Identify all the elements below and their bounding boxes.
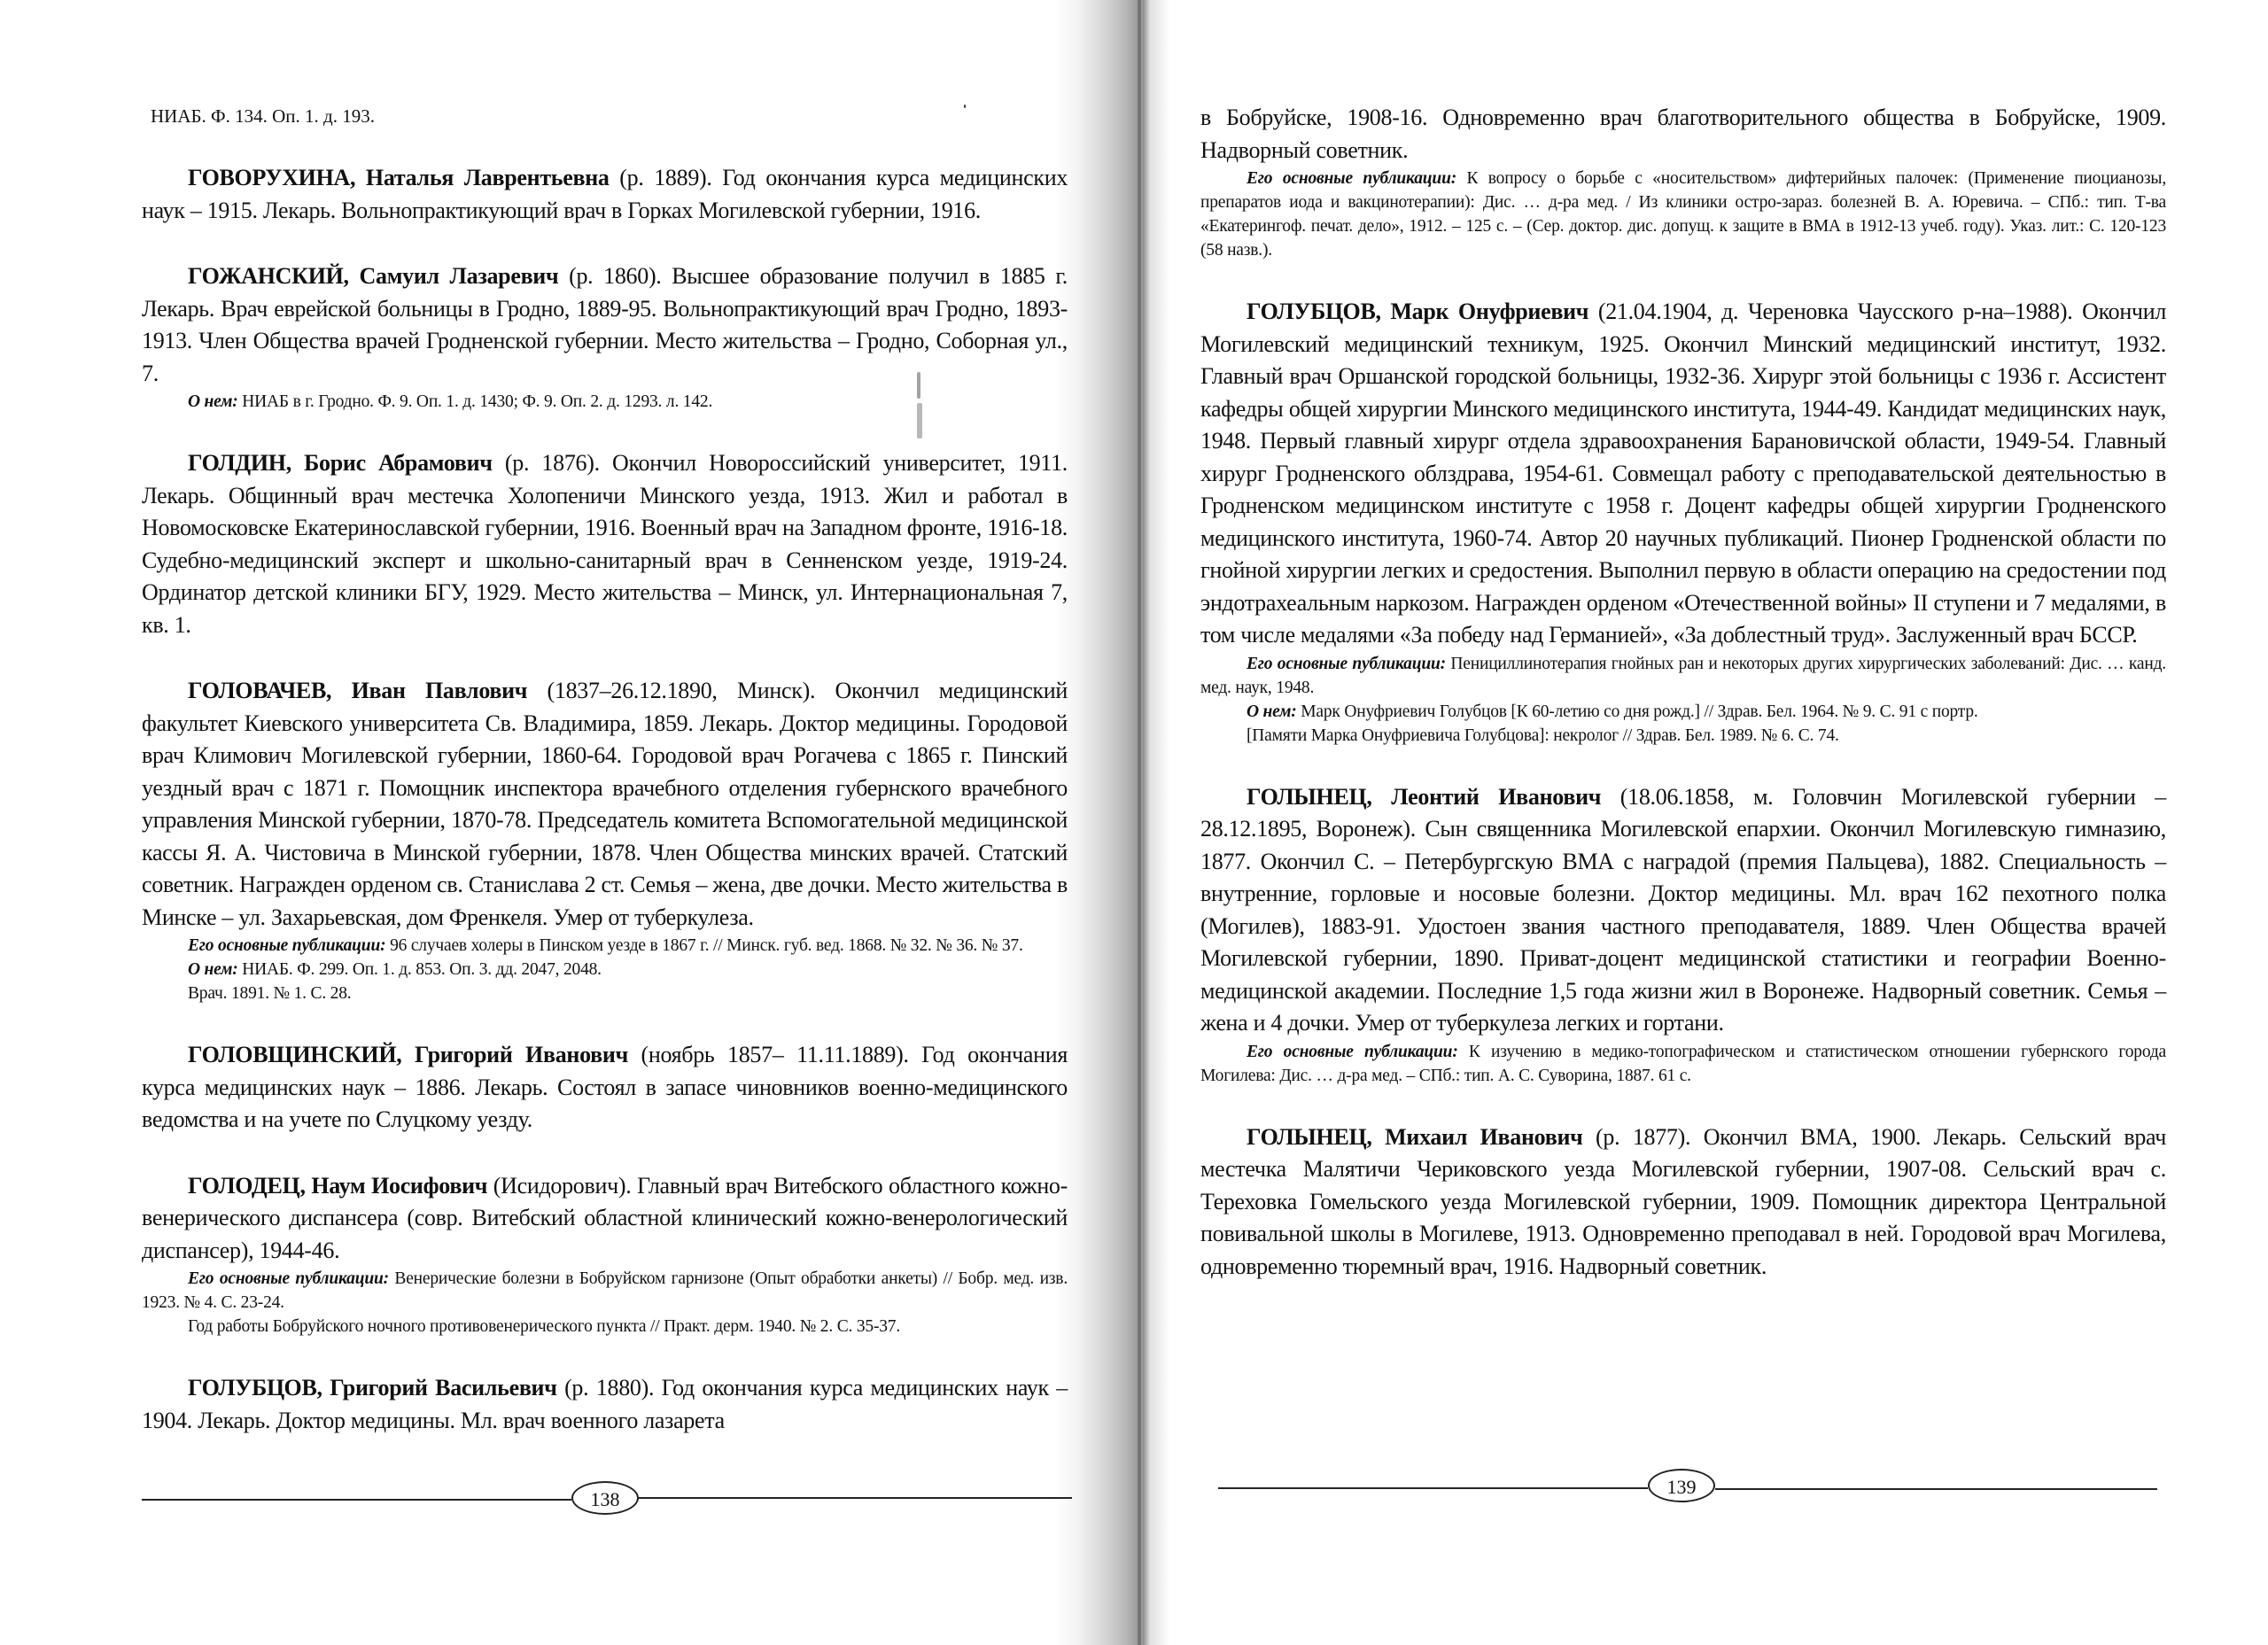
- entry-text: (р. 1880). Год окончания курса медицинских наук – 1904. Лекарь. Доктор медицины. Мл. врач военного лазарета: [142, 1375, 1068, 1433]
- entry-golynets-mikhail: [1200, 1121, 2166, 1284]
- continuation-source: НИАБ. Ф. 134. Оп. 1. д. 193.: [151, 105, 375, 127]
- footer-rule: [1218, 1487, 1648, 1489]
- footer-rule: [142, 1499, 571, 1501]
- entry-text: (18.06.1858, м. Головчин Могилевской губернии – 28.12.1895, Воронеж). Сын священника Могилевской епархии. Окончил Могилевскую гимназию, 1877. Окончил С. – Петербургскую ВМА с наградой (премия Пальцева), 1882. Специальность – внутренние, горловые и носовые болезни. Доктор медицины. Мл. врач 162 пехотного полка (Могилев), 1883-91. Удостоен звания частного преподавателя, 1889. Член Общества врачей Могилевской губернии, 1890. Приват-доцент медицинской статистики и географии Военно-медицинской академии. Последние 1,5 года жизни жил в Воронеже. Надворный советник. Семья – жена и 4 дочки. Умер от туберкулеза легких и гортани.: [1200, 783, 2166, 1036]
- page-number: 138: [571, 1481, 639, 1515]
- right-page-text-column: [1200, 102, 2166, 1283]
- entry-golovshchinsky: [142, 1039, 1068, 1137]
- entry-golubtsov-grigory: [142, 1372, 1068, 1437]
- entry-given-name: Григорий Иванович: [414, 1042, 628, 1067]
- entry-given-name: Михаил Иванович: [1385, 1123, 1583, 1150]
- entry-surname: ГОЖАНСКИЙ,: [188, 263, 349, 289]
- about-text: Марк Онуфриевич Голубцов [К 60-летию со дня рожд.] // Здрав. Бел. 1964. № 9. С. 91 с портр.: [1296, 702, 1978, 721]
- entry-text: (Исидорович). Главный врач Витебского областного кожно-венерического диспансера (совр. Витебский областной клинический кожно-венерологический диспансер), 1944-46.: [142, 1172, 1068, 1263]
- publications-label: Его основные публикации:: [188, 936, 386, 955]
- entry-surname: ГОЛОВАЧЕВ,: [188, 678, 332, 703]
- entry-surname: ГОВОРУХИНА,: [188, 165, 356, 190]
- left-page-footer: [142, 1481, 1072, 1517]
- entry-given-name: Наталья Лаврентьевна: [365, 165, 610, 190]
- extra-source: Врач. 1891. № 1. С. 28.: [188, 984, 352, 1003]
- entry-text: (р. 1877). Окончил ВМА, 1900. Лекарь. Сельский врач местечка Малятичи Чериковского уезда Могилевской губернии, 1907-08. Сельский врач с. Тереховка Гомельского уезда Могилевской губернии, 1909. Помощник директора Центральной повивальной школы в Могилеве, 1913. Одновременно преподавал в ней. Городовой врач Могилева, одновременно тюремный врач, 1916. Надворный советник.: [1200, 1123, 2167, 1279]
- entry-golodets: [142, 1170, 1068, 1339]
- entry-text: (р. 1860). Высшее образование получил в 1885 г. Лекарь. Врач еврейской больницы в Гродно, 1889-95. Вольнопрактикующий врач Гродно, 1893-1913. Член Общества врачей Гродненской губернии. Место жительства – Гродно, Соборная ул., 7.: [142, 263, 1068, 386]
- publications-text-2: Год работы Бобруйского ночного противовенерического пункта // Практ. дерм. 1940. № 2. С. 35-37.: [188, 1317, 901, 1336]
- about-label: О нем:: [1247, 702, 1297, 721]
- entry-text: (р. 1876). Окончил Новороссийский университет, 1911. Лекарь. Общинный врач местечка Холопеничи Минского уезда, 1913. Жил и работал в Новомосковске Екатеринославской губернии, 1916. Военный врач на Западном фронте, 1916-18. Судебно-медицинский эксперт и школьно-санитарный врач в Сенненском уезде, 1919-24. Ординатор детской клиники БГУ, 1929. Место жительства – Минск, ул. Интернациональная 7, кв. 1.: [142, 450, 1068, 638]
- entry-golovachev: [142, 675, 1068, 1005]
- about-label: О нем:: [188, 392, 238, 411]
- entry-text: (21.04.1904, д. Череновка Чаусского р-на–1988). Окончил Могилевский медицинский техникум, 1925. Окончил Минский медицинский институт, 1932. Главный врач Оршанской городской больницы, 1932-36. Хирург этой больницы с 1936 г. Ассистент кафедры общей хирургии Минского медицинского института, 1944-49. Кандидат медицинских наук, 1948. Первый главный хирург отдела здравоохранения Барановичской области, 1949-54. Главный хирург Гродненского облздрава, 1954-61. Совмещал работу с преподавательской деятельностью в Гродненском медицинском институте с 1958 г. Доцент кафедры общей хирургии Гродненского медицинского института, 1960-74. Автор 20 научных публикаций. Пионер Гродненской области по гнойной хирургии легких и средостения. Выполнил первую в области операцию на средостении под эндотрахеальным наркозом. Награжден орденом «Отечественной войны» II ступени и 7 медалями, в том числе медалями «За победу над Германией», «За доблестный труд». Заслуженный врач БССР.: [1200, 299, 2166, 648]
- entry-text: (1837–26.12.1890, Минск). Окончил медицинский факультет Киевского университета Св. Владимира, 1859. Лекарь. Доктор медицины. Городовой врач Климович Могилевской губернии, 1860-64. Городовой врач Рогачева с 1865 г. Пинский уездный врач с 1871 г. Помощник инспектора врачебного отделения губернского врачебного управления Минской губернии, 1870-78. Председатель комитета Вспомогательной медицинской кассы Я. А. Чистовича в Минской губернии, 1878. Член Общества минских врачей. Статский советник. Награжден орденом св. Станислава 2 ст. Семья – жена, две дочки. Место жительства в Минске – ул. Захарьевская, дом Френкеля. Умер от туберкулеза.: [142, 678, 1068, 930]
- entry-surname: ГОЛУБЦОВ,: [1247, 299, 1381, 324]
- entry-surname: ГОЛДИН,: [188, 450, 291, 476]
- publications-text: Венерические болезни в Бобруйском гарнизоне (Опыт обработки анкеты) // Бобр. мед. изв. 1923. № 4. С. 23-24.: [142, 1269, 1068, 1312]
- entry-continuation: [1200, 102, 2166, 262]
- entry-surname: ГОЛЫНЕЦ,: [1247, 783, 1372, 810]
- entry-given-name: Леонтий Иванович: [1391, 783, 1602, 810]
- entry-given-name: Марк Онуфриевич: [1390, 299, 1589, 324]
- publications-text: Пенициллинотерапия гнойных ран и некоторых других хирургических заболеваний: Дис. … канд. мед. наук, 1948.: [1200, 654, 2166, 697]
- entry-given-name: Иван Павлович: [351, 678, 528, 703]
- entry-surname: ГОЛУБЦОВ,: [188, 1375, 322, 1401]
- scan-speck: [964, 105, 966, 108]
- about-text: НИАБ в г. Гродно. Ф. 9. Оп. 1. д. 1430; Ф. 9. Оп. 2. д. 1293. л. 142.: [237, 392, 713, 411]
- entry-text: (ноябрь 1857– 11.11.1889). Год окончания курса медицинских наук – 1886. Лекарь. Состоял в запасе чиновников военно-медицинского ведомства и на учете по Слуцкому уезду.: [142, 1042, 1068, 1132]
- extra-source: [Памяти Марка Онуфриевича Голубцова]: некролог // Здрав. Бел. 1989. № 6. С. 74.: [1247, 726, 1839, 745]
- left-page-text-column: [142, 105, 1068, 1437]
- publications-label: Его основные публикации:: [1247, 654, 1446, 673]
- entry-surname: ГОЛОДЕЦ,: [188, 1172, 306, 1199]
- right-page-footer: [1218, 1469, 2157, 1504]
- entry-golubtsov-mark: [1200, 296, 2166, 748]
- entry-surname: ГОЛЫНЕЦ,: [1247, 1123, 1372, 1150]
- page-number: 139: [1648, 1469, 1715, 1502]
- book-spine: [1138, 0, 1141, 1645]
- publications-text: К изучению в медико-топографическом и статистическом отношении губернского города Могилева: Дис. … д-ра мед. – СПб.: тип. А. С. Суворина, 1887. 61 с.: [1200, 1042, 2166, 1085]
- entry-gozhansky: [142, 260, 1068, 414]
- entry-given-name: Наум Иосифович: [311, 1172, 488, 1199]
- scan-smudge: [917, 403, 922, 438]
- about-label: О нем:: [188, 960, 238, 979]
- footer-rule: [639, 1497, 1072, 1499]
- entry-golynets-leonty: [1200, 781, 2166, 1088]
- entry-given-name: Григорий Васильевич: [330, 1375, 557, 1401]
- publications-label: Его основные публикации:: [1247, 169, 1457, 188]
- entry-given-name: Борис Абрамович: [304, 450, 493, 476]
- entry-govorukhina: [142, 162, 1068, 227]
- entry-surname: ГОЛОВЩИНСКИЙ,: [188, 1042, 402, 1067]
- entry-text: (р. 1889). Год окончания курса медицинских наук – 1915. Лекарь. Вольнопрактикующий врач в Горках Могилевской губернии, 1916.: [142, 165, 1068, 223]
- publications-text: К вопросу о борьбе с «носительством» дифтерийных палочек: (Применение пиоцианозы, препаратов иода и вакцинотерапии): Дис. … д-ра мед. / Из клиники остро-зараз. болезней В. А. Юревича. – СПб.: тип. Т-ва «Екатерингоф. печат. дело», 1912. – 125 с. – (Сер. доктор. дис. допущ. к защите в ВМА в 1912-13 учеб. году). Указ. лит.: С. 120-123 (58 назв.).: [1200, 169, 2167, 260]
- footer-rule: [1715, 1488, 2157, 1490]
- continuation-text: в Бобруйске, 1908-16. Одновременно врач благотворительного общества в Бобруйске, 1909. Надворный советник.: [1200, 105, 2166, 163]
- publications-text: 96 случаев холеры в Пинском уезде в 1867 г. // Минск. губ. вед. 1868. № 32. № 36. № 37.: [385, 936, 1023, 955]
- entry-given-name: Самуил Лазаревич: [359, 263, 559, 289]
- scan-smudge: [917, 372, 920, 399]
- about-text: НИАБ. Ф. 299. Оп. 1. д. 853. Оп. 3. дд. 2047, 2048.: [237, 960, 602, 979]
- publications-label: Его основные публикации:: [1247, 1042, 1458, 1061]
- entry-goldin: [142, 447, 1068, 641]
- publications-label: Его основные публикации:: [188, 1269, 389, 1288]
